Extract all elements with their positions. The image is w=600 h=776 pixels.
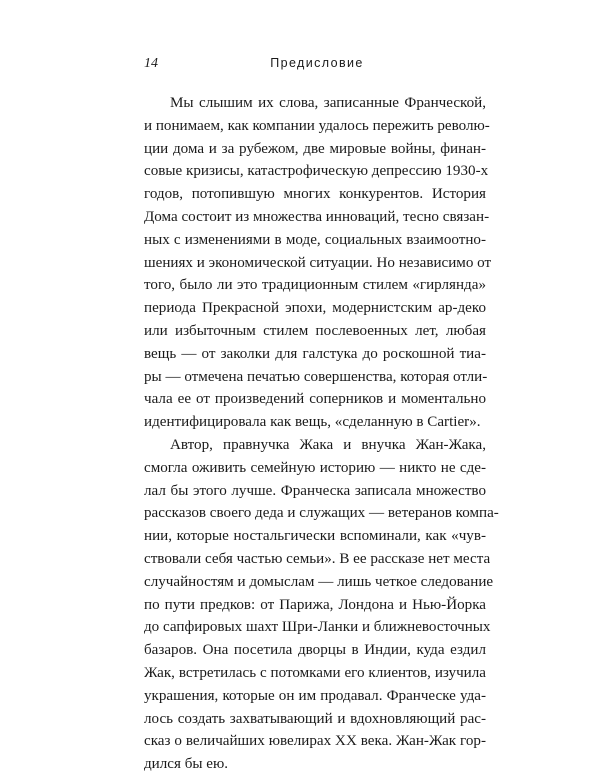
text-line: идентифицировала как вещь, «сделанную в Cartier». — [144, 414, 481, 431]
text-line: по пути предков: от Парижа, Лондона и Нью-Йорка — [144, 596, 486, 613]
text-line: ры — отмечена печатью совершенства, которая отли- — [144, 368, 488, 385]
text-line: ции дома и за рубежом, две мировые войны, финан- — [144, 140, 486, 157]
text-line: сказ о величайших ювелирах XX века. Жан-Жак гор- — [144, 733, 486, 750]
text-line: вещь — от заколки для галстука до роскошной тиа- — [144, 345, 486, 362]
text-line: нии, которые ностальгически вспоминали, как «чув- — [144, 528, 486, 545]
text-line: или избыточным стилем послевоенных лет, любая — [144, 322, 486, 339]
text-line: периода Прекрасной эпохи, модернистским ар-деко — [144, 300, 486, 317]
text-line: случайностям и домыслам — лишь четкое следование — [144, 573, 494, 590]
text-line: смогла оживить семейную историю — никто не сде- — [144, 459, 486, 476]
body-text — [144, 92, 499, 776]
text-line: шениях и экономической ситуации. Но независимо от — [144, 254, 492, 271]
paragraph — [144, 92, 492, 434]
text-line: чала ее от произведений соперников и моментально — [144, 391, 486, 408]
text-line: совые кризисы, катастрофическую депрессию 1930-х — [144, 163, 489, 180]
page-header — [144, 56, 490, 76]
running-head: Предисловие — [270, 56, 364, 70]
page-number: 14 — [144, 56, 158, 71]
text-line: рассказов своего деда и служащих — ветеранов компа- — [144, 505, 499, 522]
text-line: годов, потопившую многих конкурентов. История — [144, 186, 486, 203]
text-line: Дома состоит из множества инноваций, тесно связан- — [144, 208, 490, 225]
text-line: Автор, правнучка Жака и внучка Жан-Жака, — [170, 436, 486, 453]
text-line: и понимаем, как компании удалось пережить револю- — [144, 117, 490, 134]
text-line: того, было ли это традиционным стилем «гирлянда» — [144, 277, 486, 294]
text-line: до сапфировых шахт Шри-Ланки и ближневосточных — [144, 619, 491, 636]
paragraph — [144, 434, 499, 776]
text-line: базаров. Она посетила дворцы в Индии, куда ездил — [144, 642, 486, 659]
text-line: лал бы этого лучше. Франческа записала множество — [144, 482, 486, 499]
text-line: дился бы ею. — [144, 756, 229, 773]
text-line: ных с изменениями в моде, социальных взаимоотно- — [144, 231, 486, 248]
text-line: Жак, встретилась с потомками его клиентов, изучила — [144, 664, 486, 681]
text-line: украшения, которые он им продавал. Франческе уда- — [144, 687, 486, 704]
text-line: ствовали себя частью семьи». В ее рассказе нет места — [144, 550, 491, 567]
text-line: Мы слышим их слова, записанные Франческой, — [170, 95, 486, 111]
text-line: лось создать захватывающий и вдохновляющий рас- — [144, 710, 486, 727]
